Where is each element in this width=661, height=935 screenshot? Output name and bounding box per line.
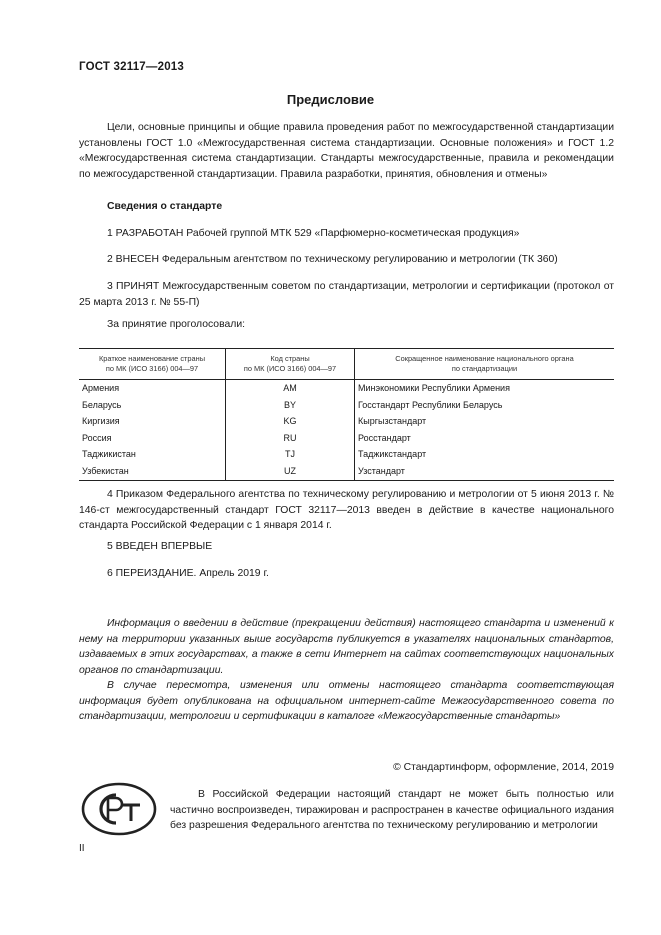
- table-row: [79, 397, 614, 414]
- copyright-line: © Стандартинформ, оформление, 2014, 2019: [393, 762, 614, 773]
- item-6: 6 ПЕРЕИЗДАНИЕ. Апрель 2019 г.: [107, 568, 269, 579]
- body-cell: Узстандарт: [355, 463, 615, 480]
- country-cell: Киргизия: [82, 416, 120, 427]
- intro-paragraph: Цели, основные принципы и общие правила проведения работ по межгосударственной стандартизации установлены ГОСТ 1.0 «Межгосударственная система стандартизации. Основные положения» и ГОСТ 1.2 «Межгосударственная система стандартизации. Стандарты межгосударственные, правила и рекомендации по межгосударственной стандартизации. Правила разработки, принятия, обновления и отмены»: [79, 122, 614, 180]
- header-body-line2: по стандартизации: [451, 364, 518, 373]
- header-code-line1: Код страны: [270, 354, 310, 363]
- voting-table: [79, 348, 614, 481]
- item-5: 5 ВВЕДЕН ВПЕРВЫЕ: [107, 541, 213, 552]
- header-country: [79, 349, 226, 380]
- item-1: 1 РАЗРАБОТАН Рабочей группой МТК 529 «Парфюмерно-косметическая продукция»: [107, 228, 520, 239]
- info-notice-paragraph-1: Информация о введении в действие (прекращении действия) настоящего стандарта и изменений к нему на территории указанных выше государств публикуется в указателях национальных стандартов, издаваемых в этих государствах, а также в сети Интернет на сайтах соответствующих национальных органов по стандартизации.: [79, 618, 614, 676]
- header-code: [226, 349, 355, 380]
- page-title: Предисловие: [286, 92, 375, 107]
- code-cell: KG: [226, 413, 355, 430]
- header-country-line1: Краткое наименование страны: [98, 354, 206, 363]
- table-row: [79, 380, 614, 397]
- country-cell: Армения: [82, 383, 120, 393]
- body-cell: Кыргызстандарт: [355, 413, 615, 430]
- copyright-notice: В Российской Федерации настоящий стандарт не может быть полностью или частично воспроизведен, тиражирован и распространен в качестве официального издания без разрешения Федерального агентства по техническому регулированию и метрологии: [170, 789, 614, 832]
- table-row: [79, 446, 614, 463]
- table-header-row: [79, 349, 614, 380]
- code-cell: TJ: [226, 446, 355, 463]
- item-2: 2 ВНЕСЕН Федеральным агентством по техническому регулированию и метрологии (ТК 360): [107, 254, 558, 265]
- body-cell: Госстандарт Республики Беларусь: [355, 397, 615, 414]
- body-cell: Росстандарт: [355, 430, 615, 447]
- page-number: II: [79, 843, 85, 854]
- document-code: ГОСТ 32117—2013: [79, 61, 184, 73]
- body-cell: Минэкономики Республики Армения: [355, 380, 615, 397]
- header-body: [355, 349, 615, 380]
- country-cell: Таджикистан: [82, 449, 136, 460]
- code-cell: RU: [226, 430, 355, 447]
- info-notice-paragraph-2: В случае пересмотра, изменения или отмены настоящего стандарта соответствующая информация будет опубликована на официальном интернет-сайте Межгосударственного совета по стандартизации, метрологии и сертификации в каталоге «Межгосударственные стандарты»: [79, 680, 614, 723]
- header-country-line2: по МК (ИСО 3166) 004—97: [105, 364, 199, 373]
- info-heading: Сведения о стандарте: [107, 201, 223, 212]
- code-cell: BY: [226, 397, 355, 414]
- item-3: 3 ПРИНЯТ Межгосударственным советом по стандартизации, метрологии и сертификации (протокол от 25 марта 2013 г. № 55-П): [79, 281, 614, 308]
- voted-label: За принятие проголосовали:: [107, 319, 246, 330]
- table-row: [79, 430, 614, 447]
- country-cell: Узбекистан: [79, 463, 226, 480]
- country-cell: Беларусь: [82, 399, 122, 410]
- table-row: [79, 413, 614, 430]
- table-row: [79, 463, 614, 480]
- code-cell: UZ: [226, 463, 355, 480]
- body-cell: Таджикстандарт: [355, 446, 615, 463]
- header-body-line1: Сокращенное наименование национального органа: [395, 354, 574, 363]
- code-cell: AM: [226, 380, 355, 397]
- header-code-line2: по МК (ИСО 3166) 004—97: [243, 364, 337, 373]
- item-4: 4 Приказом Федерального агентства по техническому регулированию и метрологии от 5 июня 2013 г. № 146-ст межгосударственный стандарт ГОСТ 32117—2013 введен в действие в качестве национального стандарта Российской Федерации с 1 января 2014 г.: [79, 489, 614, 532]
- gost-r-certification-logo-icon: [80, 781, 158, 837]
- country-cell: Россия: [82, 432, 112, 443]
